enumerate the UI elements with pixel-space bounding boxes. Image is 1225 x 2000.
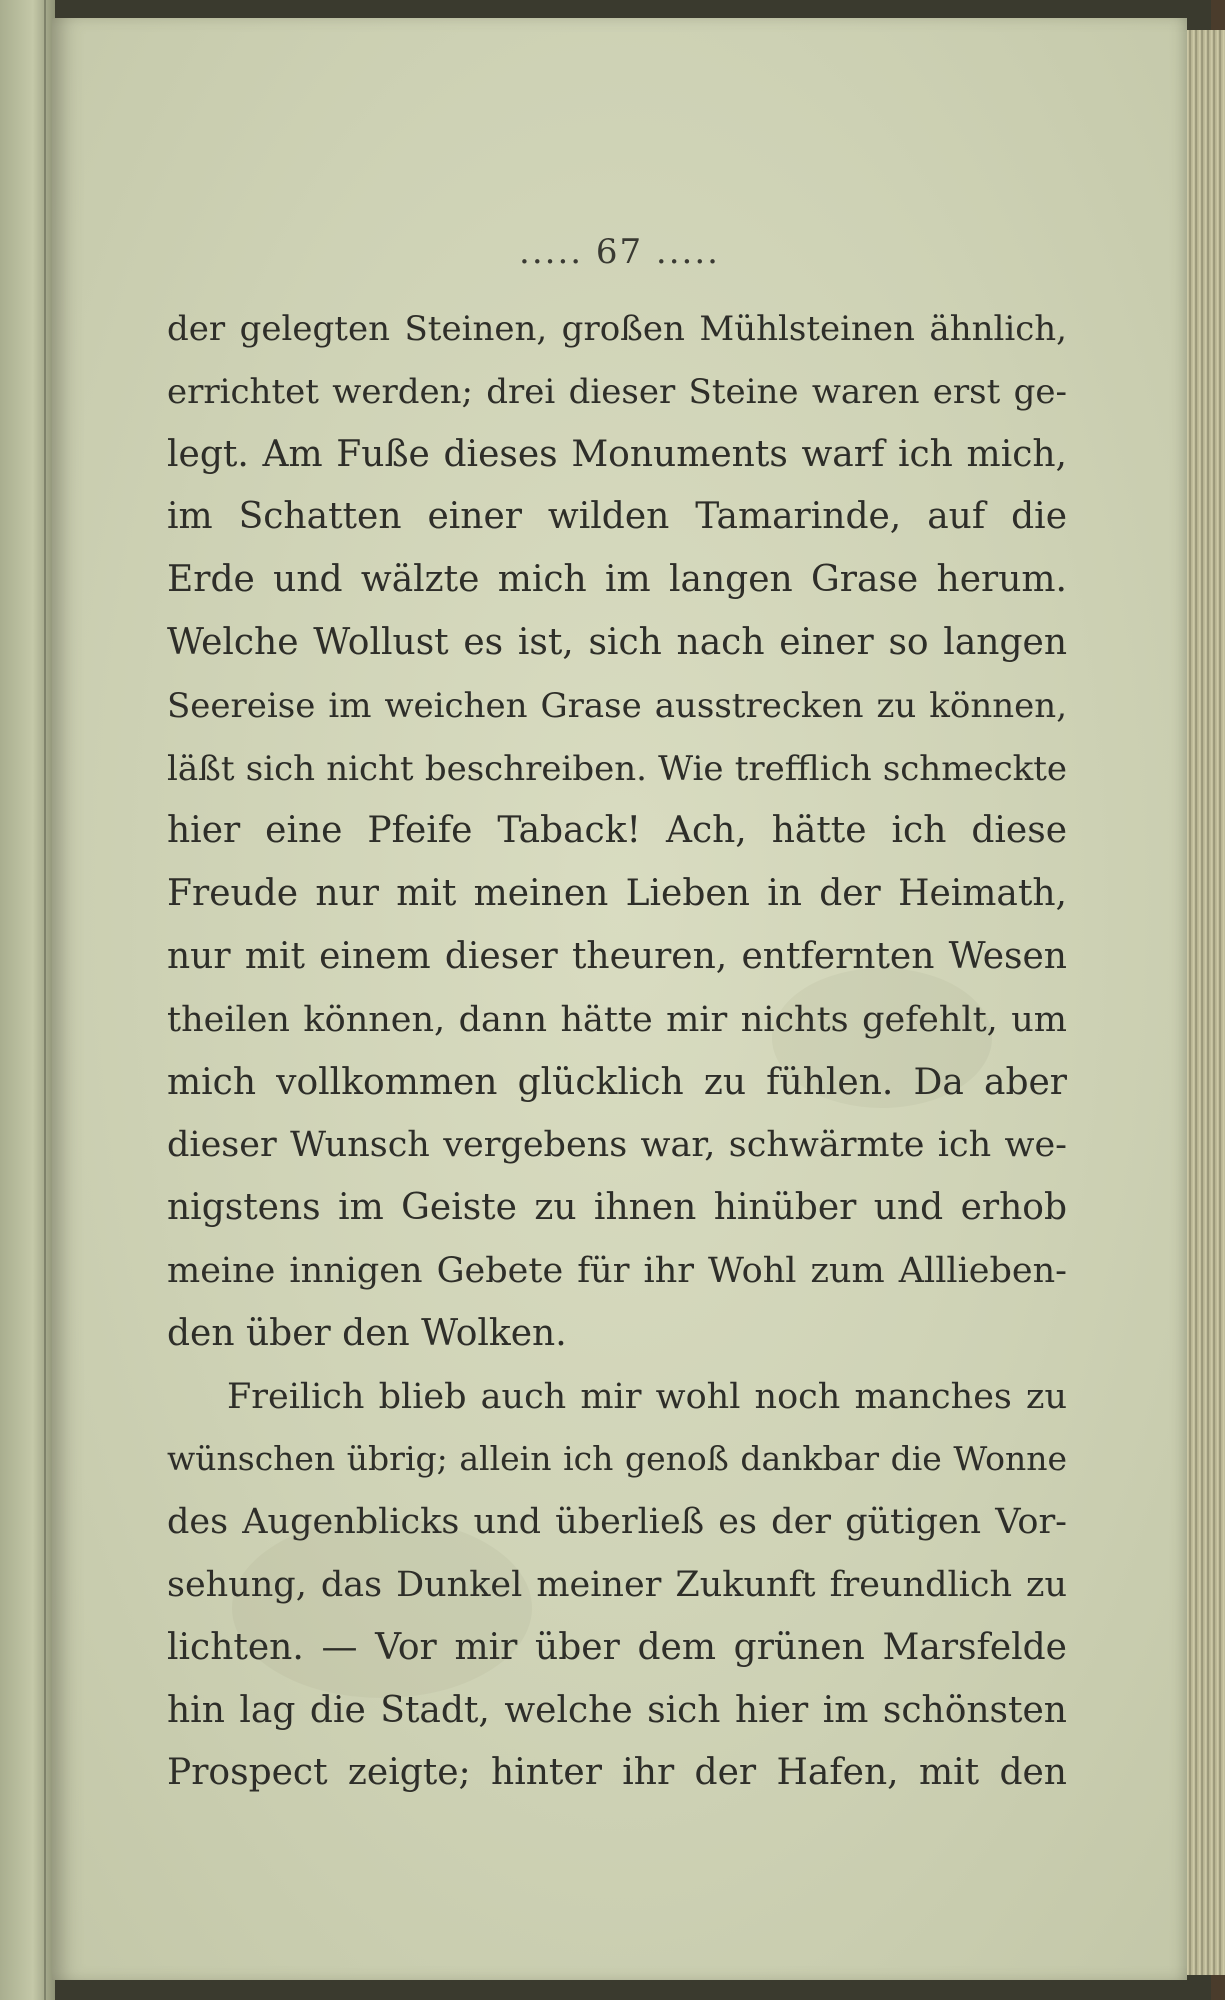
text-line: hin lag die Stadt, welche sich hier im schönsten [167, 1689, 1067, 1731]
text-line: den über den Wolken. [167, 1312, 567, 1354]
text-line: errichtet werden; drei dieser Steine waren erst ge- [167, 371, 1067, 412]
text-line: wünschen übrig; allein ich genoß dankbar die Wonne [167, 1439, 1067, 1479]
body-text [167, 298, 1067, 1805]
text-line: des Augenblicks und überließ es der gütigen Vor- [167, 1502, 1067, 1543]
text-line: Seereise im weichen Grase ausstrecken zu können, [167, 685, 1067, 726]
text-line: sehung, das Dunkel meiner Zukunft freundlich zu [167, 1564, 1067, 1605]
previous-page-edge [0, 0, 55, 2000]
text-line: legt. Am Fuße dieses Monuments warf ich mich, [167, 433, 1067, 475]
text-line: Erde und wälzte mich im langen Grase herum. [167, 559, 1067, 601]
text-line: lichten. — Vor mir über dem grünen Marsfelde [167, 1626, 1067, 1668]
text-line: theilen können, dann hätte mir nichts gefehlt, um [167, 999, 1067, 1040]
text-line: läßt sich nicht beschreiben. Wie trefflich schmeckte [167, 748, 1067, 789]
text-line: Freilich blieb auch mir wohl noch manches zu [227, 1376, 1067, 1417]
text-line: im Schatten einer wilden Tamarinde, auf die [167, 496, 1067, 538]
text-line: Freude nur mit meinen Lieben in der Heimath, [167, 873, 1067, 915]
binding-line [44, 0, 46, 2000]
text-line: hier eine Pfeife Taback! Ach, hätte ich diese [167, 810, 1067, 852]
text-line: nur mit einem dieser theuren, entfernten Wesen [167, 935, 1067, 977]
text-line: mich vollkommen glücklich zu fühlen. Da aber [167, 1061, 1067, 1103]
text-line: Welche Wollust es ist, sich nach einer so langen [167, 621, 1067, 663]
text-line: dieser Wunsch vergebens war, schwärmte ich we- [167, 1125, 1067, 1166]
text-line: der gelegten Steinen, großen Mühlsteinen ähnlich, [167, 309, 1067, 349]
text-line: meine innigen Gebete für ihr Wohl zum Alllieben- [167, 1250, 1067, 1291]
text-line: nigstens im Geiste zu ihnen hinüber und erhob [167, 1187, 1067, 1229]
book-page [52, 18, 1187, 1980]
running-head-page-number: ..... 67 ..... [519, 232, 720, 272]
text-line: Prospect zeigte; hinter ihr der Hafen, mit den [167, 1752, 1067, 1794]
